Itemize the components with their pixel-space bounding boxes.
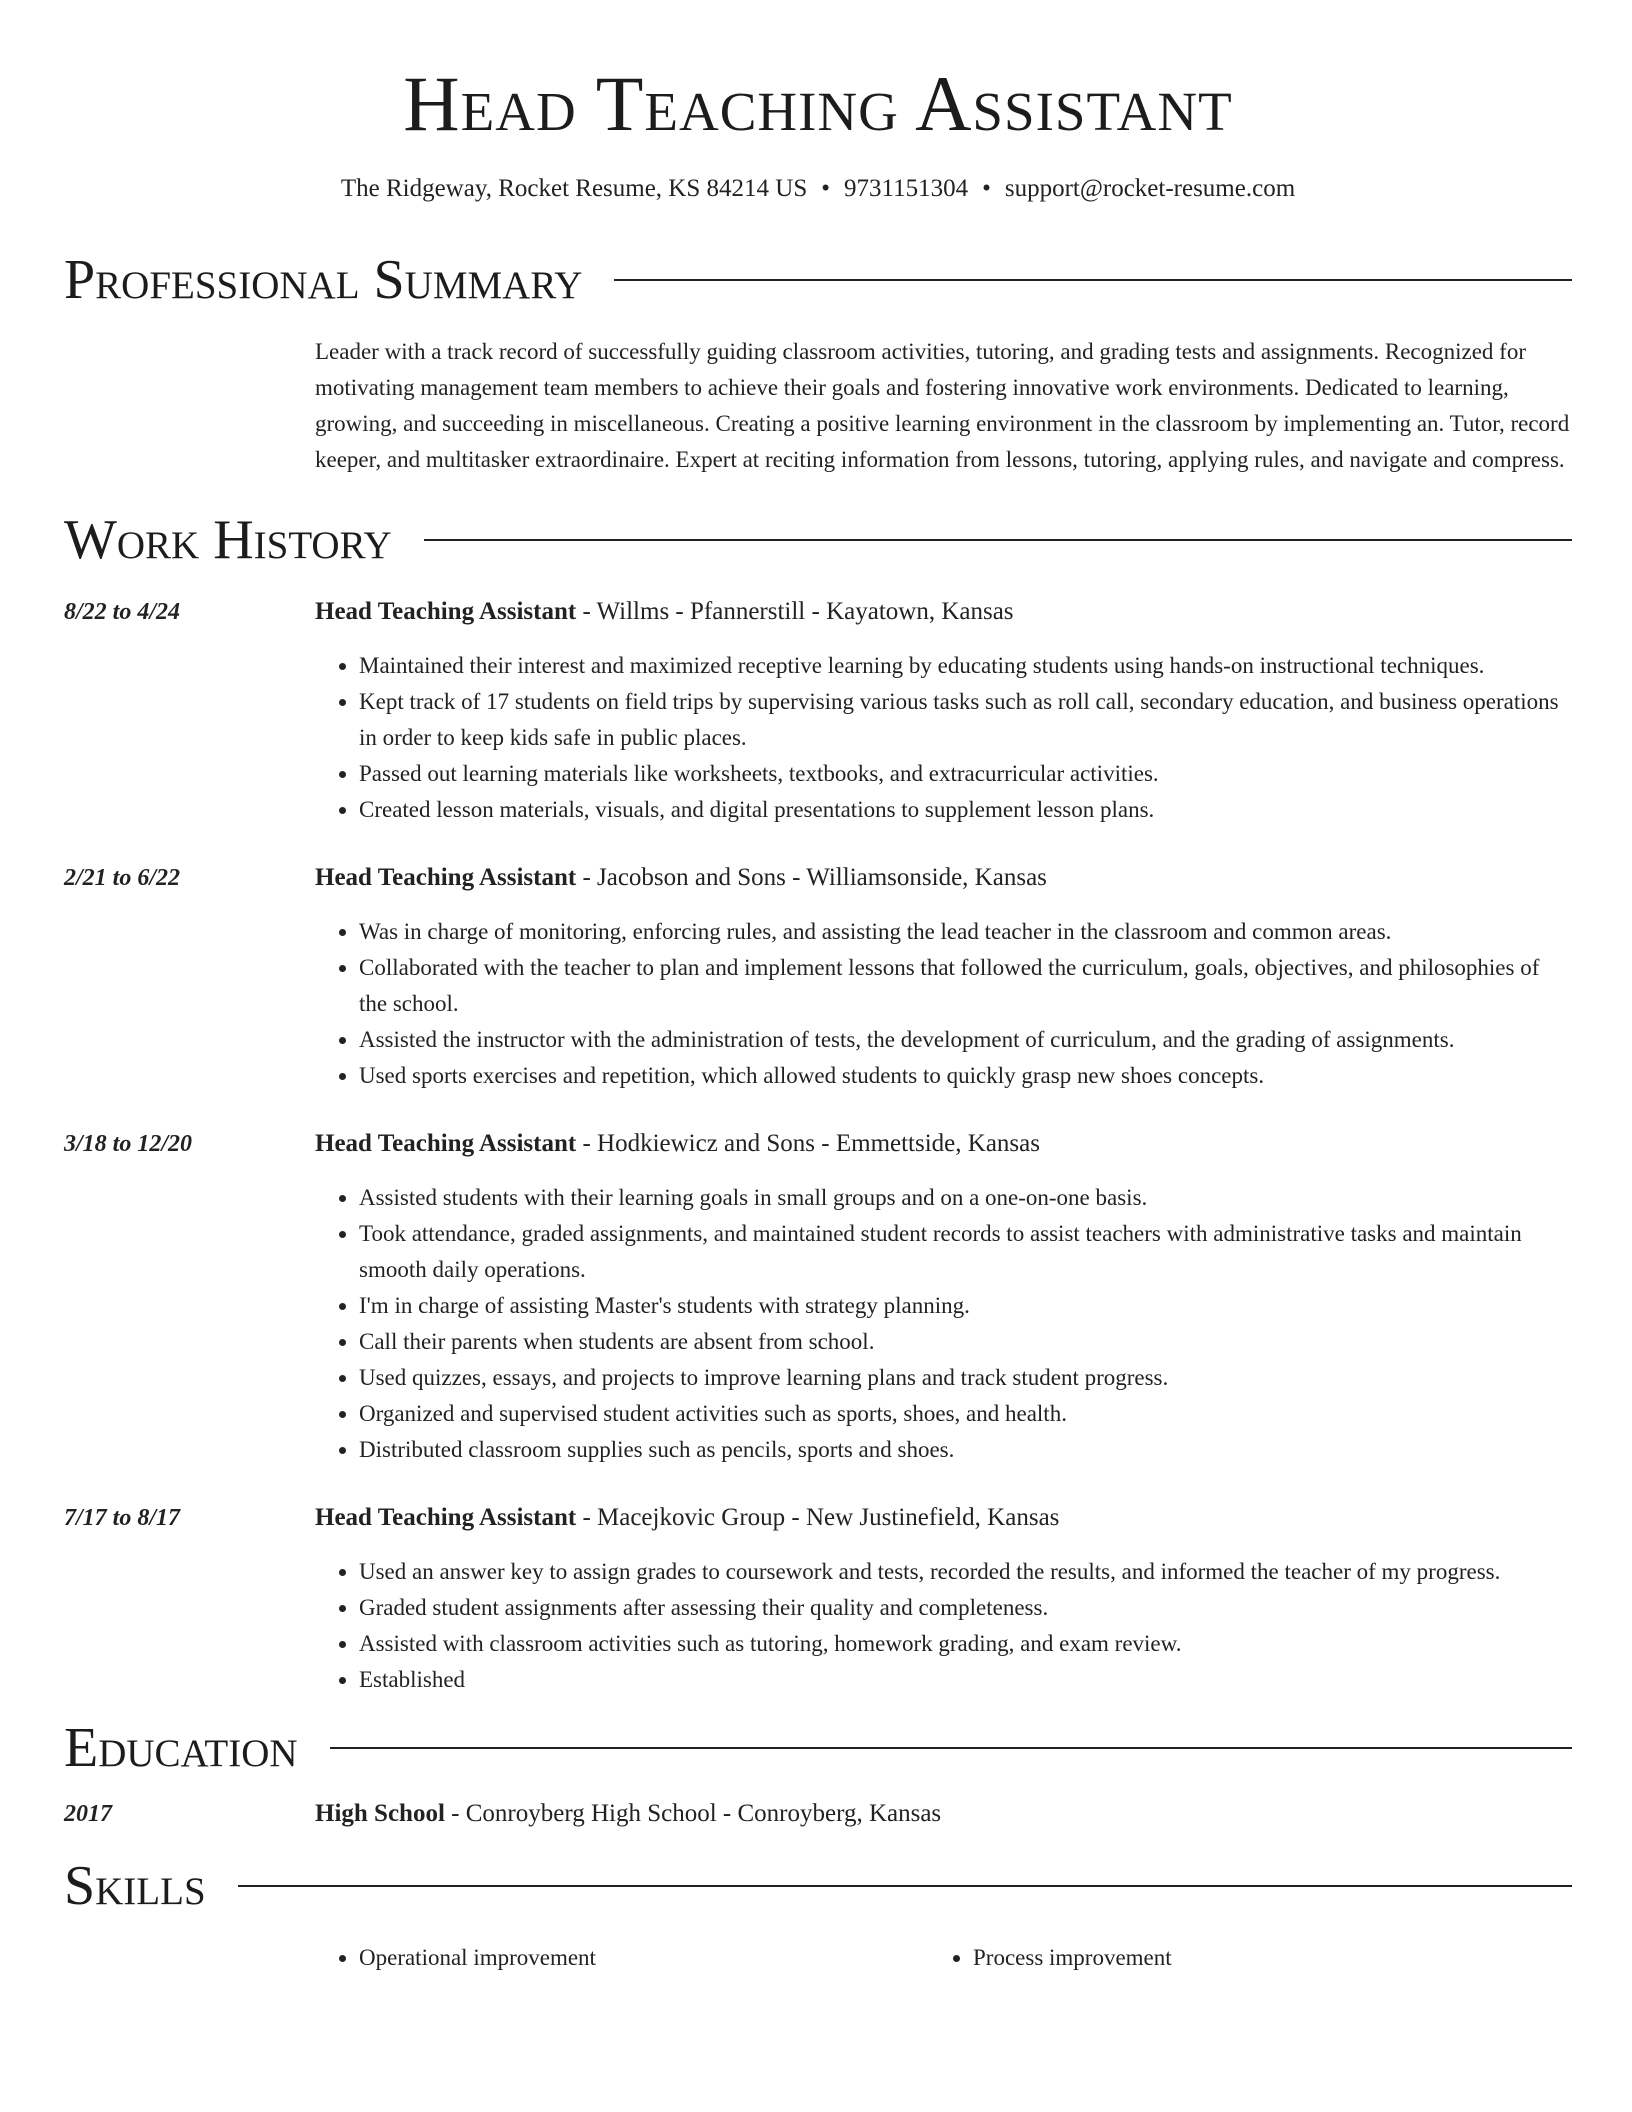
job-bullet: • Used an answer key to assign grades to coursework and tests, recorded the results, and informed the teacher of my progress. bbox=[359, 1554, 1572, 1590]
skill-item: • Operational improvement bbox=[359, 1940, 929, 1976]
job-employer: - Jacobson and Sons - Williamsonside, Kansas bbox=[576, 864, 1047, 891]
job-bullets bbox=[315, 914, 1572, 1094]
summary-section-header bbox=[64, 250, 1572, 310]
job-body bbox=[315, 1500, 1572, 1698]
job-entry bbox=[64, 860, 1572, 1094]
job-bullets bbox=[315, 1180, 1572, 1468]
job-dates: 2/21 to 6/22 bbox=[64, 865, 181, 891]
job-bullet: • I'm in charge of assisting Master's students with strategy planning. bbox=[359, 1288, 1572, 1324]
job-body bbox=[315, 1126, 1572, 1468]
job-bullet: • Passed out learning materials like worksheets, textbooks, and extracurricular activities. bbox=[359, 756, 1572, 792]
job-entry bbox=[64, 594, 1572, 828]
job-title-line bbox=[315, 594, 1572, 630]
job-bullet: • Organized and supervised student activities such as sports, shoes, and health. bbox=[359, 1396, 1572, 1432]
education-section-header bbox=[64, 1718, 1572, 1778]
work-section-title: Work History bbox=[64, 509, 392, 571]
job-title: Head Teaching Assistant bbox=[315, 598, 577, 625]
education-degree: High School bbox=[315, 1800, 445, 1827]
job-bullet: • Was in charge of monitoring, enforcing rules, and assisting the lead teacher in the classroom and common areas. bbox=[359, 914, 1572, 950]
skills-section-header bbox=[64, 1856, 1572, 1916]
job-bullet: • Collaborated with the teacher to plan and implement lessons that followed the curriculum, goals, objectives, and philosophies of the school. bbox=[359, 950, 1572, 1022]
job-bullet: • Call their parents when students are absent from school. bbox=[359, 1324, 1572, 1360]
skills-column-left bbox=[315, 1940, 929, 1976]
education-section-title: Education bbox=[64, 1717, 298, 1779]
education-entry bbox=[64, 1796, 1572, 1832]
job-title: Head Teaching Assistant bbox=[315, 1130, 577, 1157]
section-divider bbox=[330, 1747, 1572, 1749]
job-bullet: • Graded student assignments after assessing their quality and completeness. bbox=[359, 1590, 1572, 1626]
contact-line bbox=[64, 174, 1572, 204]
section-divider bbox=[614, 279, 1572, 281]
education-school: - Conroyberg High School - Conroyberg, Kansas bbox=[444, 1800, 942, 1827]
job-bullets bbox=[315, 648, 1572, 828]
job-bullet: • Assisted the instructor with the administration of tests, the development of curriculum, and the grading of assignments. bbox=[359, 1022, 1572, 1058]
job-bullet: • Took attendance, graded assignments, and maintained student records to assist teachers with administrative tasks and maintain smooth daily operations. bbox=[359, 1216, 1572, 1288]
job-bullet: • Maintained their interest and maximized receptive learning by educating students using hands-on instructional techniques. bbox=[359, 648, 1572, 684]
job-bullet: • Kept track of 17 students on field trips by supervising various tasks such as roll call, secondary education, and business operations in order to keep kids safe in public places. bbox=[359, 684, 1572, 756]
job-title: Head Teaching Assistant bbox=[315, 864, 577, 891]
job-employer: - Hodkiewicz and Sons - Emmettside, Kansas bbox=[576, 1130, 1040, 1157]
job-employer: - Macejkovic Group - New Justinefield, Kansas bbox=[576, 1504, 1060, 1531]
skills-list bbox=[315, 1940, 1572, 1976]
section-divider bbox=[424, 539, 1572, 541]
job-title-line bbox=[315, 1126, 1572, 1162]
education-line bbox=[315, 1796, 1572, 1832]
work-section-header bbox=[64, 510, 1572, 570]
job-employer: - Willms - Pfannerstill - Kayatown, Kansas bbox=[576, 598, 1014, 625]
education-body bbox=[315, 1796, 1572, 1832]
job-bullet: • Assisted with classroom activities such as tutoring, homework grading, and exam review. bbox=[359, 1626, 1572, 1662]
job-title-line bbox=[315, 860, 1572, 896]
skill-item: • Process improvement bbox=[973, 1940, 1543, 1976]
resume-name: Head Teaching Assistant bbox=[403, 60, 1233, 147]
job-dates: 8/22 to 4/24 bbox=[64, 599, 181, 625]
summary-section-title: Professional Summary bbox=[64, 249, 583, 311]
job-body bbox=[315, 860, 1572, 1094]
contact-email: support@rocket-resume.com bbox=[1004, 175, 1296, 202]
skills-section-title: Skills bbox=[64, 1855, 206, 1917]
job-bullet: • Distributed classroom supplies such as pencils, sports and shoes. bbox=[359, 1432, 1572, 1468]
section-divider bbox=[238, 1885, 1572, 1887]
job-dates: 7/17 to 8/17 bbox=[64, 1505, 181, 1531]
job-entry bbox=[64, 1126, 1572, 1468]
contact-address: The Ridgeway, Rocket Resume, KS 84214 US bbox=[340, 175, 808, 202]
job-entry bbox=[64, 1500, 1572, 1698]
job-title: Head Teaching Assistant bbox=[315, 1504, 577, 1531]
job-title-line bbox=[315, 1500, 1572, 1536]
job-bullet: • Created lesson materials, visuals, and digital presentations to supplement lesson plans. bbox=[359, 792, 1572, 828]
job-dates: 3/18 to 12/20 bbox=[64, 1131, 193, 1157]
job-bullet: • Established bbox=[359, 1662, 1572, 1698]
contact-phone: 9731151304 bbox=[844, 175, 969, 202]
job-body bbox=[315, 594, 1572, 828]
education-year: 2017 bbox=[64, 1801, 112, 1827]
skills-column-right bbox=[929, 1940, 1543, 1976]
job-bullet: • Used quizzes, essays, and projects to improve learning plans and track student progress. bbox=[359, 1360, 1572, 1396]
contact-separator: • bbox=[982, 175, 991, 202]
resume-page bbox=[64, 0, 1572, 1976]
job-bullet: • Assisted students with their learning goals in small groups and on a one-on-one basis. bbox=[359, 1180, 1572, 1216]
job-bullet: • Used sports exercises and repetition, which allowed students to quickly grasp new shoes concepts. bbox=[359, 1058, 1572, 1094]
summary-text: Leader with a track record of successfully guiding classroom activities, tutoring, and grading tests and assignments. Recognized for motivating management team members to achieve their goals and fostering innovative work environments. Dedicated to learning, growing, and succeeding in miscellaneous. Creating a positive learning environment in the classroom by implementing an. Tutor, record keeper, and multitasker extraordinaire. Expert at reciting information from lessons, tutoring, applying rules, and navigate and compress. bbox=[315, 339, 1570, 472]
contact-separator: • bbox=[821, 175, 830, 202]
job-bullets bbox=[315, 1554, 1572, 1698]
